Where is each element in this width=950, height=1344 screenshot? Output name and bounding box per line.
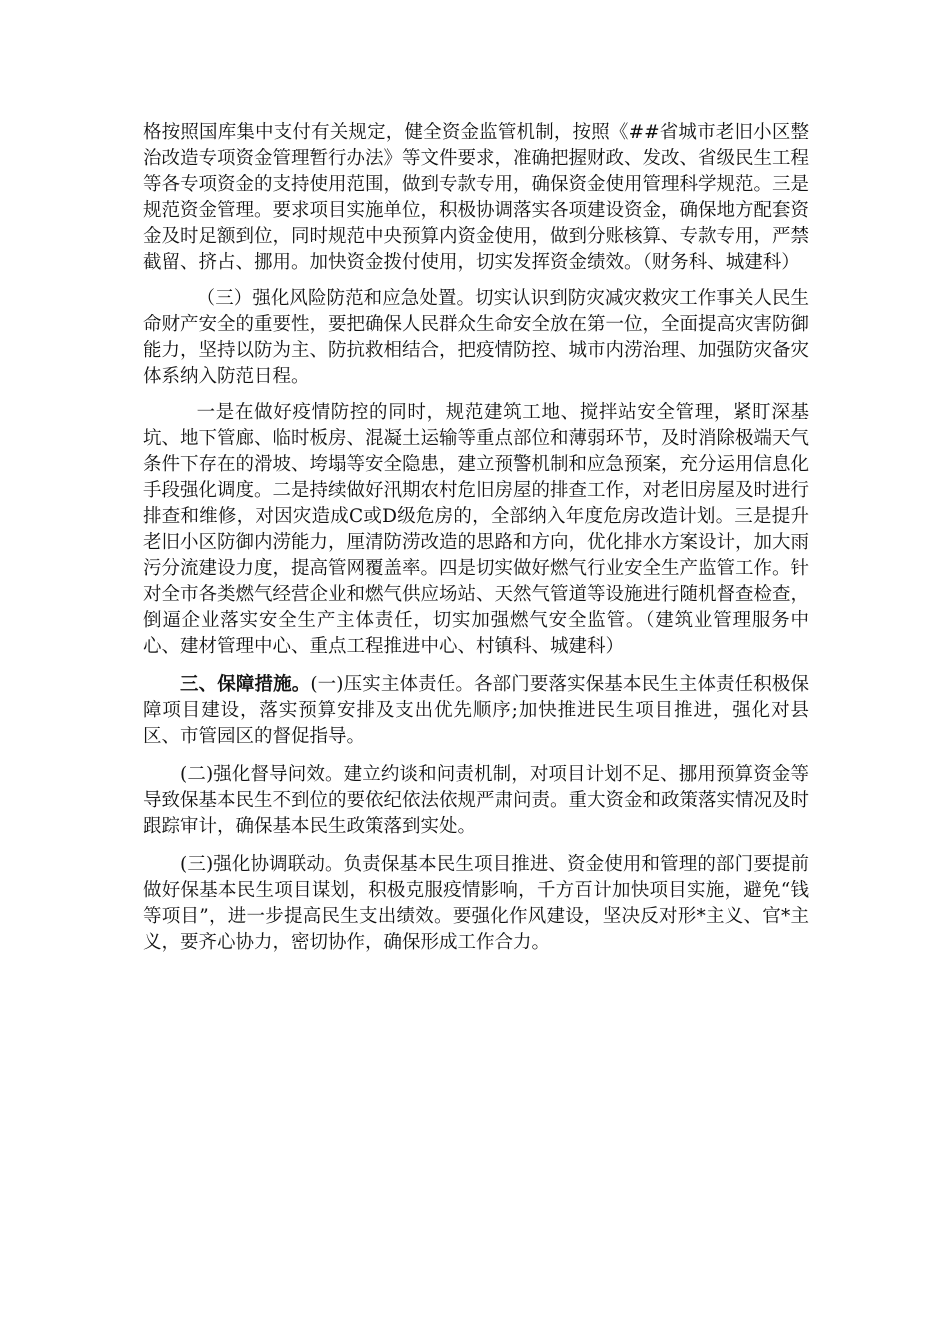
paragraph-guarantee-body: (一)压实主体责任。各部门要落实保基本民生主体责任积极保障项目建设，落实预算安排及支出优先顺序;加快推进民生项目推进，强化对县区、市管园区的督促指导。 (143, 674, 809, 747)
paragraph-supervision: (二)强化督导问效。建立约谈和问责机制，对项目计划不足、挪用预算资金等导致保基本民生不到位的要依纪依法依规严肃问责。重大资金和政策落实情况及时跟踪审计，确保基本民生政策落到实处。 (143, 764, 810, 837)
paragraph-guarantee-measures (143, 672, 809, 750)
section-heading-guarantee: 三、保障措施。 (180, 674, 311, 695)
paragraph-risk-prevention-heading: （三）强化风险防范和应急处置。切实认识到防灾减灾救灾工作事关人民生命财产安全的重要性，要把确保人民群众生命安全放在第一位，全面提高灾害防御能力，坚持以防为主、防抗救相结合，把疫情防控、城市内涝治理、加强防灾备灾体系纳入防范日程。 (143, 288, 810, 387)
paragraph-safety-measures: 一是在做好疫情防控的同时，规范建筑工地、搅拌站安全管理，紧盯深基坑、地下管廊、临时板房、混凝土运输等重点部位和薄弱环节，及时消除极端天气条件下存在的滑坡、垮塌等安全隐患，建立预警机制和应急预案，充分运用信息化手段强化调度。二是持续做好汛期农村危旧房屋的排查工作，对老旧房屋及时进行排查和维修，对因灾造成C或D级危房的，全部纳入年度危房改造计划。三是提升老旧小区防御内涝能力，厘清防涝改造的思路和方向，优化排水方案设计，加大雨污分流建设力度，提高管网覆盖率。四是切实做好燃气行业安全生产监管工作。针对全市各类燃气经营企业和燃气供应场站、天然气管道等设施进行随机督查检查，倒逼企业落实安全生产主体责任，切实加强燃气安全监管。（建筑业管理服务中心、建材管理中心、重点工程推进中心、村镇科、城建科） (143, 402, 810, 657)
document-page (143, 120, 809, 956)
paragraph-fund-management: 格按照国库集中支付有关规定，健全资金监管机制，按照《##省城市老旧小区整治改造专项资金管理暂行办法》等文件要求，准确把握财政、发改、省级民生工程等各专项资金的支持使用范围，做到专款专用，确保资金使用管理科学规范。三是规范资金管理。要求项目实施单位，积极协调落实各项建设资金，确保地方配套资金及时足额到位，同时规范中央预算内资金使用，做到分账核算、专款专用，严禁截留、挤占、挪用。加快资金拨付使用，切实发挥资金绩效。（财务科、城建科） (143, 122, 810, 273)
paragraph-coordination: (三)强化协调联动。负责保基本民生项目推进、资金使用和管理的部门要提前做好保基本民生项目谋划，积极克服疫情影响，千方百计加快项目实施，避免“钱等项目”，进一步提高民生支出绩效。要强化作风建设，坚决反对形*主义、官*主义，要齐心协力，密切协作，确保形成工作合力。 (143, 854, 809, 953)
